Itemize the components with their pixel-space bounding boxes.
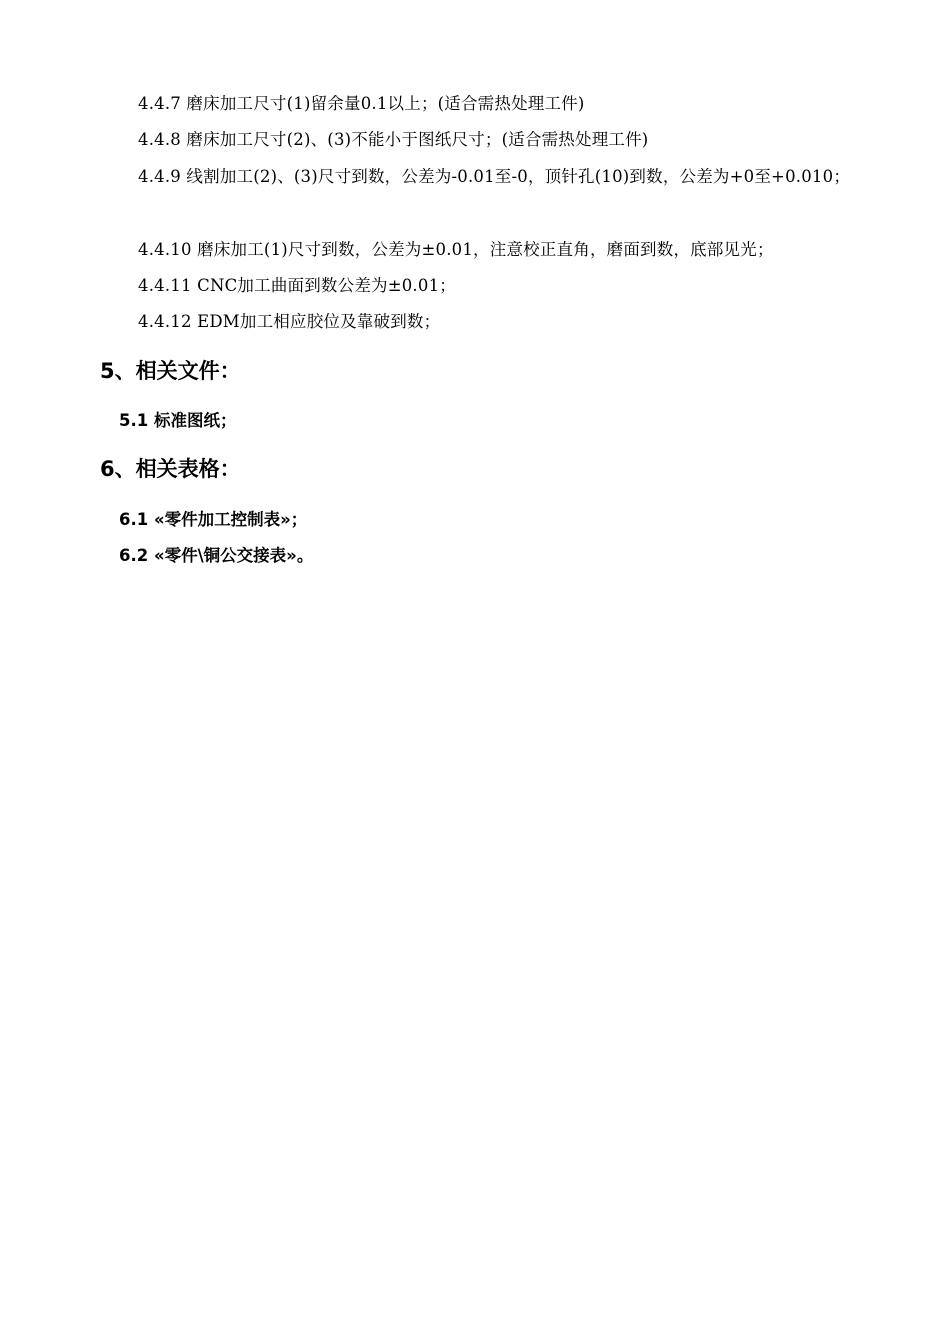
clause-4-4-8: 4.4.8 磨床加工尺寸(2)、(3)不能小于图纸尺寸；(适合需热处理工件): [138, 130, 649, 149]
clause-4-4-11: 4.4.11 CNC加工曲面到数公差为±0.01；: [138, 276, 456, 295]
item-6-1: 6.1 «零件加工控制表»；: [119, 510, 308, 529]
clause-4-4-7: 4.4.7 磨床加工尺寸(1)留余量0.1以上；(适合需热处理工件): [138, 94, 585, 113]
clause-4-4-10: 4.4.10 磨床加工(1)尺寸到数，公差为±0.01，注意校正直角，磨面到数，底部见光；: [138, 240, 774, 259]
section-5-heading: 5、相关文件：: [100, 359, 241, 383]
item-5-1: 5.1 标准图纸；: [119, 411, 237, 430]
clause-4-4-12: 4.4.12 EDM加工相应胶位及靠破到数；: [138, 312, 441, 331]
section-6-heading: 6、相关表格：: [100, 457, 241, 481]
clause-4-4-9: 4.4.9 线割加工(2)、(3)尺寸到数，公差为-0.01至-0，顶针孔(10)到数，公差为+0至+0.010；: [138, 167, 851, 186]
item-6-2: 6.2 «零件\铜公交接表»。: [119, 546, 314, 565]
